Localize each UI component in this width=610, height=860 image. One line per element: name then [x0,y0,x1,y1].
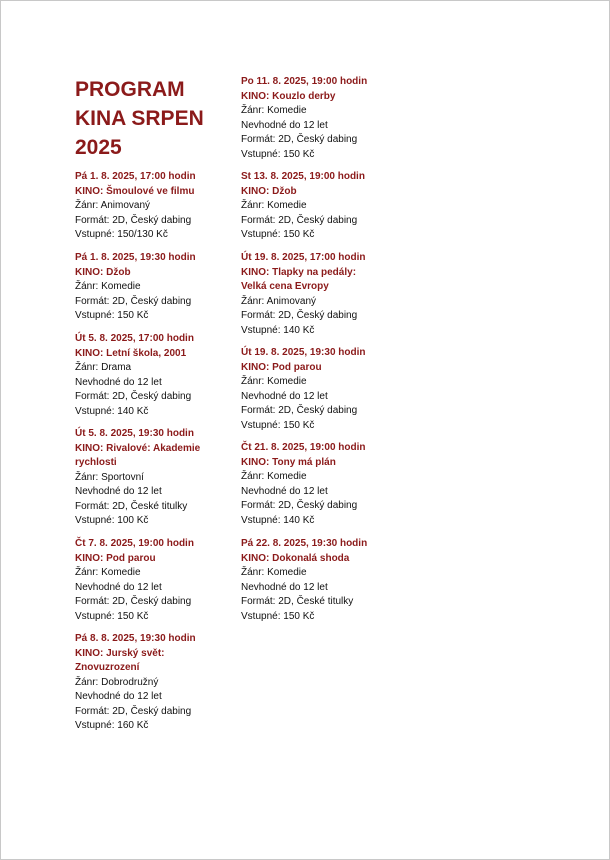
screening-film: KINO: Džob [75,266,131,278]
screening-detail: Vstupné: 140 Kč [75,405,149,417]
screening-date: Pá 1. 8. 2025, 17:00 hodin [75,171,196,182]
screening-detail: Formát: 2D, Český dabing [241,500,358,511]
screening-film: KINO: Kouzlo derby [241,90,336,102]
screening-detail: Vstupné: 150 Kč [75,310,149,321]
screening-detail: Vstupné: 150/130 Kč [75,229,168,240]
screening-date: Pá 22. 8. 2025, 19:30 hodin [241,538,368,549]
screening-date: Po 11. 8. 2025, 19:00 hodin [241,76,368,87]
screening-entry [241,170,406,243]
screening-detail: Vstupné: 140 Kč [241,324,315,336]
screening-detail: Formát: 2D, České titulky [241,596,354,607]
screening-detail: Žánr: Animovaný [75,200,151,211]
screening-detail: Nevhodné do 12 let [241,119,328,131]
title-line: PROGRAM [75,78,185,101]
screening-detail: Formát: 2D, Český dabing [75,596,192,607]
screening-entry [241,441,406,528]
screening-detail: Formát: 2D, Český dabing [241,214,358,226]
screening-detail: Vstupné: 150 Kč [241,419,315,431]
screening-date: Út 19. 8. 2025, 19:30 hodin [241,347,366,358]
screening-detail: Formát: 2D, Český dabing [75,705,192,717]
title-line: 2025 [75,136,122,159]
screening-detail: Žánr: Komedie [241,200,307,211]
screening-detail: Formát: 2D, České titulky [75,500,188,512]
screening-detail: Vstupné: 100 Kč [75,515,149,526]
screening-detail: Vstupné: 150 Kč [241,229,315,240]
screening-film: KINO: Jurský svět: Znovuzrození [75,647,165,673]
screening-entry [75,427,205,529]
screening-entry [75,632,196,734]
screening-film: KINO: Dokonalá shoda [241,552,350,564]
screening-detail: Žánr: Animovaný [241,295,317,307]
screening-detail: Nevhodné do 12 let [241,485,328,497]
screening-date: Čt 7. 8. 2025, 19:00 hodin [75,538,194,549]
screening-entry [75,332,240,419]
screening-entry [241,346,406,433]
screening-date: Pá 1. 8. 2025, 19:30 hodin [75,252,196,263]
screening-entry [241,251,366,338]
screening-entry [75,170,240,243]
screening-detail: Formát: 2D, Český dabing [241,134,358,145]
screening-detail: Nevhodné do 12 let [75,691,162,702]
screening-detail: Žánr: Komedie [241,105,307,116]
screening-detail: Nevhodné do 12 let [75,486,162,497]
screening-date: Út 5. 8. 2025, 17:00 hodin [75,333,194,344]
screening-date: Pá 8. 8. 2025, 19:30 hodin [75,633,196,644]
screening-detail: Žánr: Komedie [241,376,307,387]
screening-detail: Formát: 2D, Český dabing [75,214,192,226]
screening-detail: Formát: 2D, Český dabing [241,405,358,416]
screening-film: KINO: Tlapky na pedály: Velká cena Evropy [241,266,357,292]
screening-date: Čt 21. 8. 2025, 19:00 hodin [241,442,366,453]
screening-detail: Žánr: Komedie [241,567,307,578]
screening-entry [75,251,240,324]
screening-detail: Nevhodné do 12 let [75,376,162,388]
screening-film: KINO: Tony má plán [241,456,336,468]
screening-detail: Vstupné: 150 Kč [241,610,315,622]
screening-detail: Formát: 2D, Český dabing [75,295,192,307]
screening-date: St 13. 8. 2025, 19:00 hodin [241,171,365,182]
program-title [75,75,225,162]
screening-film: KINO: Rivalové: Akademie rychlosti [75,442,201,468]
title-line: KINA SRPEN [75,107,204,130]
screening-detail: Žánr: Drama [75,362,132,373]
screening-detail: Vstupné: 160 Kč [75,720,149,731]
screening-detail: Vstupné: 150 Kč [241,148,315,160]
screening-film: KINO: Letní škola, 2001 [75,347,187,359]
screening-detail: Nevhodné do 12 let [75,581,162,593]
screening-detail: Žánr: Komedie [75,281,141,292]
screening-detail: Vstupné: 140 Kč [241,514,315,526]
screening-detail: Nevhodné do 12 let [241,390,328,402]
screening-film: KINO: Šmoulové ve filmu [75,185,195,197]
screening-film: KINO: Pod parou [75,552,156,564]
screening-detail: Vstupné: 150 Kč [75,610,149,622]
screening-detail: Formát: 2D, Český dabing [241,310,358,321]
screening-detail: Formát: 2D, Český dabing [75,391,192,402]
screening-detail: Žánr: Komedie [241,471,307,482]
screening-detail: Nevhodné do 12 let [241,581,328,593]
screening-date: Út 19. 8. 2025, 17:00 hodin [241,252,366,263]
screening-detail: Žánr: Sportovní [75,471,144,483]
screening-entry [241,537,406,624]
screening-detail: Žánr: Dobrodružný [75,676,159,688]
screening-detail: Žánr: Komedie [75,567,141,578]
screening-film: KINO: Pod parou [241,361,322,373]
screening-entry [75,537,240,624]
screening-date: Út 5. 8. 2025, 19:30 hodin [75,428,194,439]
screening-entry [241,75,406,162]
screening-film: KINO: Džob [241,185,297,197]
